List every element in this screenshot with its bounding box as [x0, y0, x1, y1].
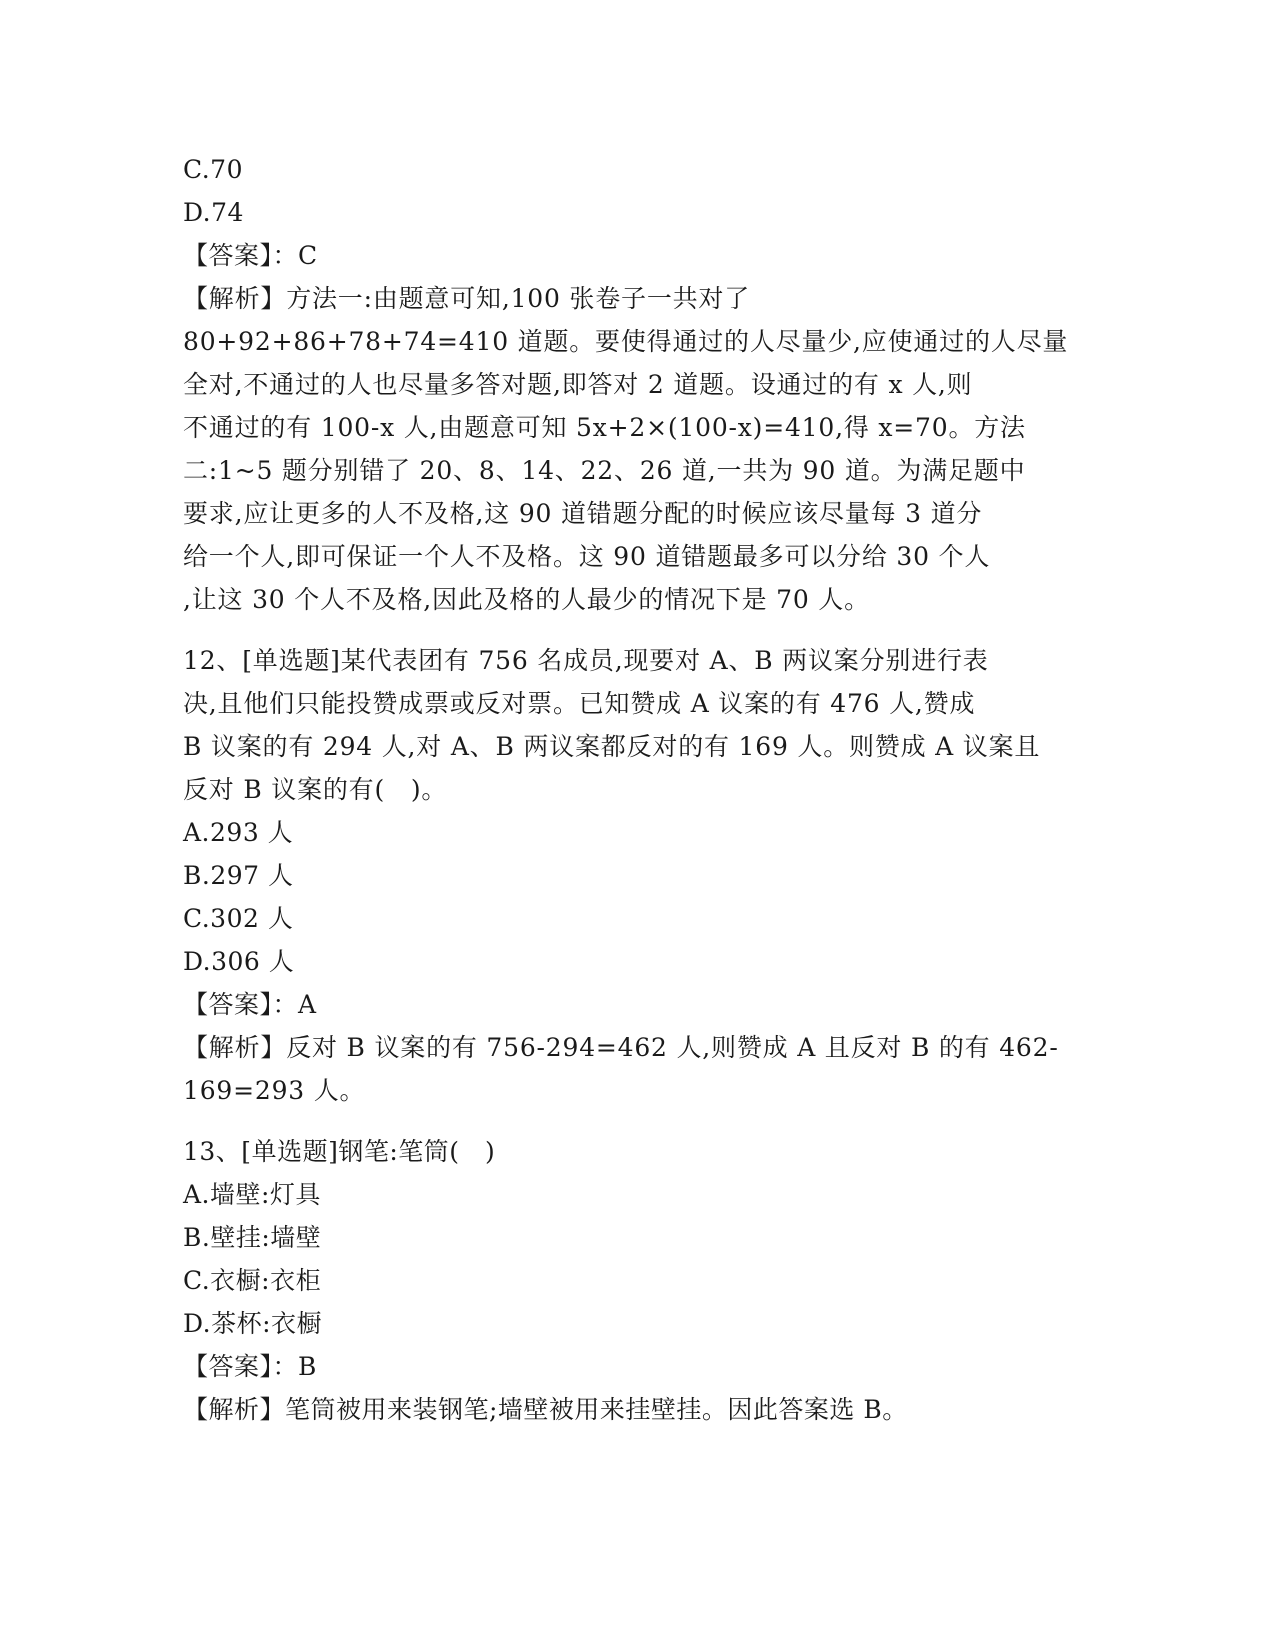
option-c: C.衣橱:衣柜: [183, 1266, 322, 1295]
analysis-line: 全对,不通过的人也尽量多答对题,即答对 2 道题。设通过的有 x 人,则: [183, 370, 973, 399]
option-d: D.茶杯:衣橱: [183, 1309, 323, 1338]
analysis-paragraph: [183, 1026, 1093, 1112]
analysis-paragraph: [183, 277, 1093, 621]
option-b: B.壁挂:墙壁: [183, 1223, 322, 1252]
analysis-line: 80+92+86+78+74=410 道题。要使得通过的人尽量少,应使通过的人尽量: [183, 327, 1069, 356]
answer-line: 【答案】：A: [183, 990, 317, 1019]
analysis-line: 二:1~5 题分别错了 20、8、14、22、26 道,一共为 90 道。为满足题中: [183, 456, 1026, 485]
question-stem: 13、[单选题]钢笔:笔筒( ): [183, 1137, 496, 1166]
question-11-tail: [183, 148, 1093, 621]
stem-line: 决,且他们只能投赞成票或反对票。已知赞成 A 议案的有 476 人,赞成: [183, 689, 976, 718]
option-c: C.70: [183, 155, 243, 184]
analysis-line: 不通过的有 100-x 人,由题意可知 5x+2×(100-x)=410,得 x=70。方法: [183, 413, 1026, 442]
stem-line: 12、[单选题]某代表团有 756 名成员,现要对 A、B 两议案分别进行表: [183, 646, 989, 675]
answer-line: 【答案】：C: [183, 241, 318, 270]
stem-line: 反对 B 议案的有( )。: [183, 775, 448, 804]
analysis-line: 【解析】笔筒被用来装钢笔;墙壁被用来挂壁挂。因此答案选 B。: [183, 1395, 908, 1424]
option-c: C.302 人: [183, 904, 294, 933]
analysis-line: 【解析】反对 B 议案的有 756-294=462 人,则赞成 A 且反对 B 的有 462-: [183, 1033, 1059, 1062]
question-13: [183, 1130, 1093, 1431]
analysis-line: 169=293 人。: [183, 1076, 366, 1105]
question-12: [183, 639, 1093, 1112]
analysis-line: 【解析】方法一:由题意可知,100 张卷子一共对了: [183, 284, 751, 313]
document-page: [183, 148, 1093, 1431]
option-b: B.297 人: [183, 861, 294, 890]
option-d: D.306 人: [183, 947, 295, 976]
analysis-line: 要求,应让更多的人不及格,这 90 道错题分配的时候应该尽量每 3 道分: [183, 499, 983, 528]
option-a: A.293 人: [183, 818, 294, 847]
analysis-line: 给一个人,即可保证一个人不及格。这 90 道错题最多可以分给 30 个人: [183, 542, 991, 571]
answer-line: 【答案】：B: [183, 1352, 317, 1381]
question-stem: [183, 639, 1093, 811]
stem-line: B 议案的有 294 人,对 A、B 两议案都反对的有 169 人。则赞成 A 议案且: [183, 732, 1041, 761]
option-a: A.墙壁:灯具: [183, 1180, 321, 1209]
option-d: D.74: [183, 198, 244, 227]
analysis-line: ,让这 30 个人不及格,因此及格的人最少的情况下是 70 人。: [183, 585, 870, 614]
